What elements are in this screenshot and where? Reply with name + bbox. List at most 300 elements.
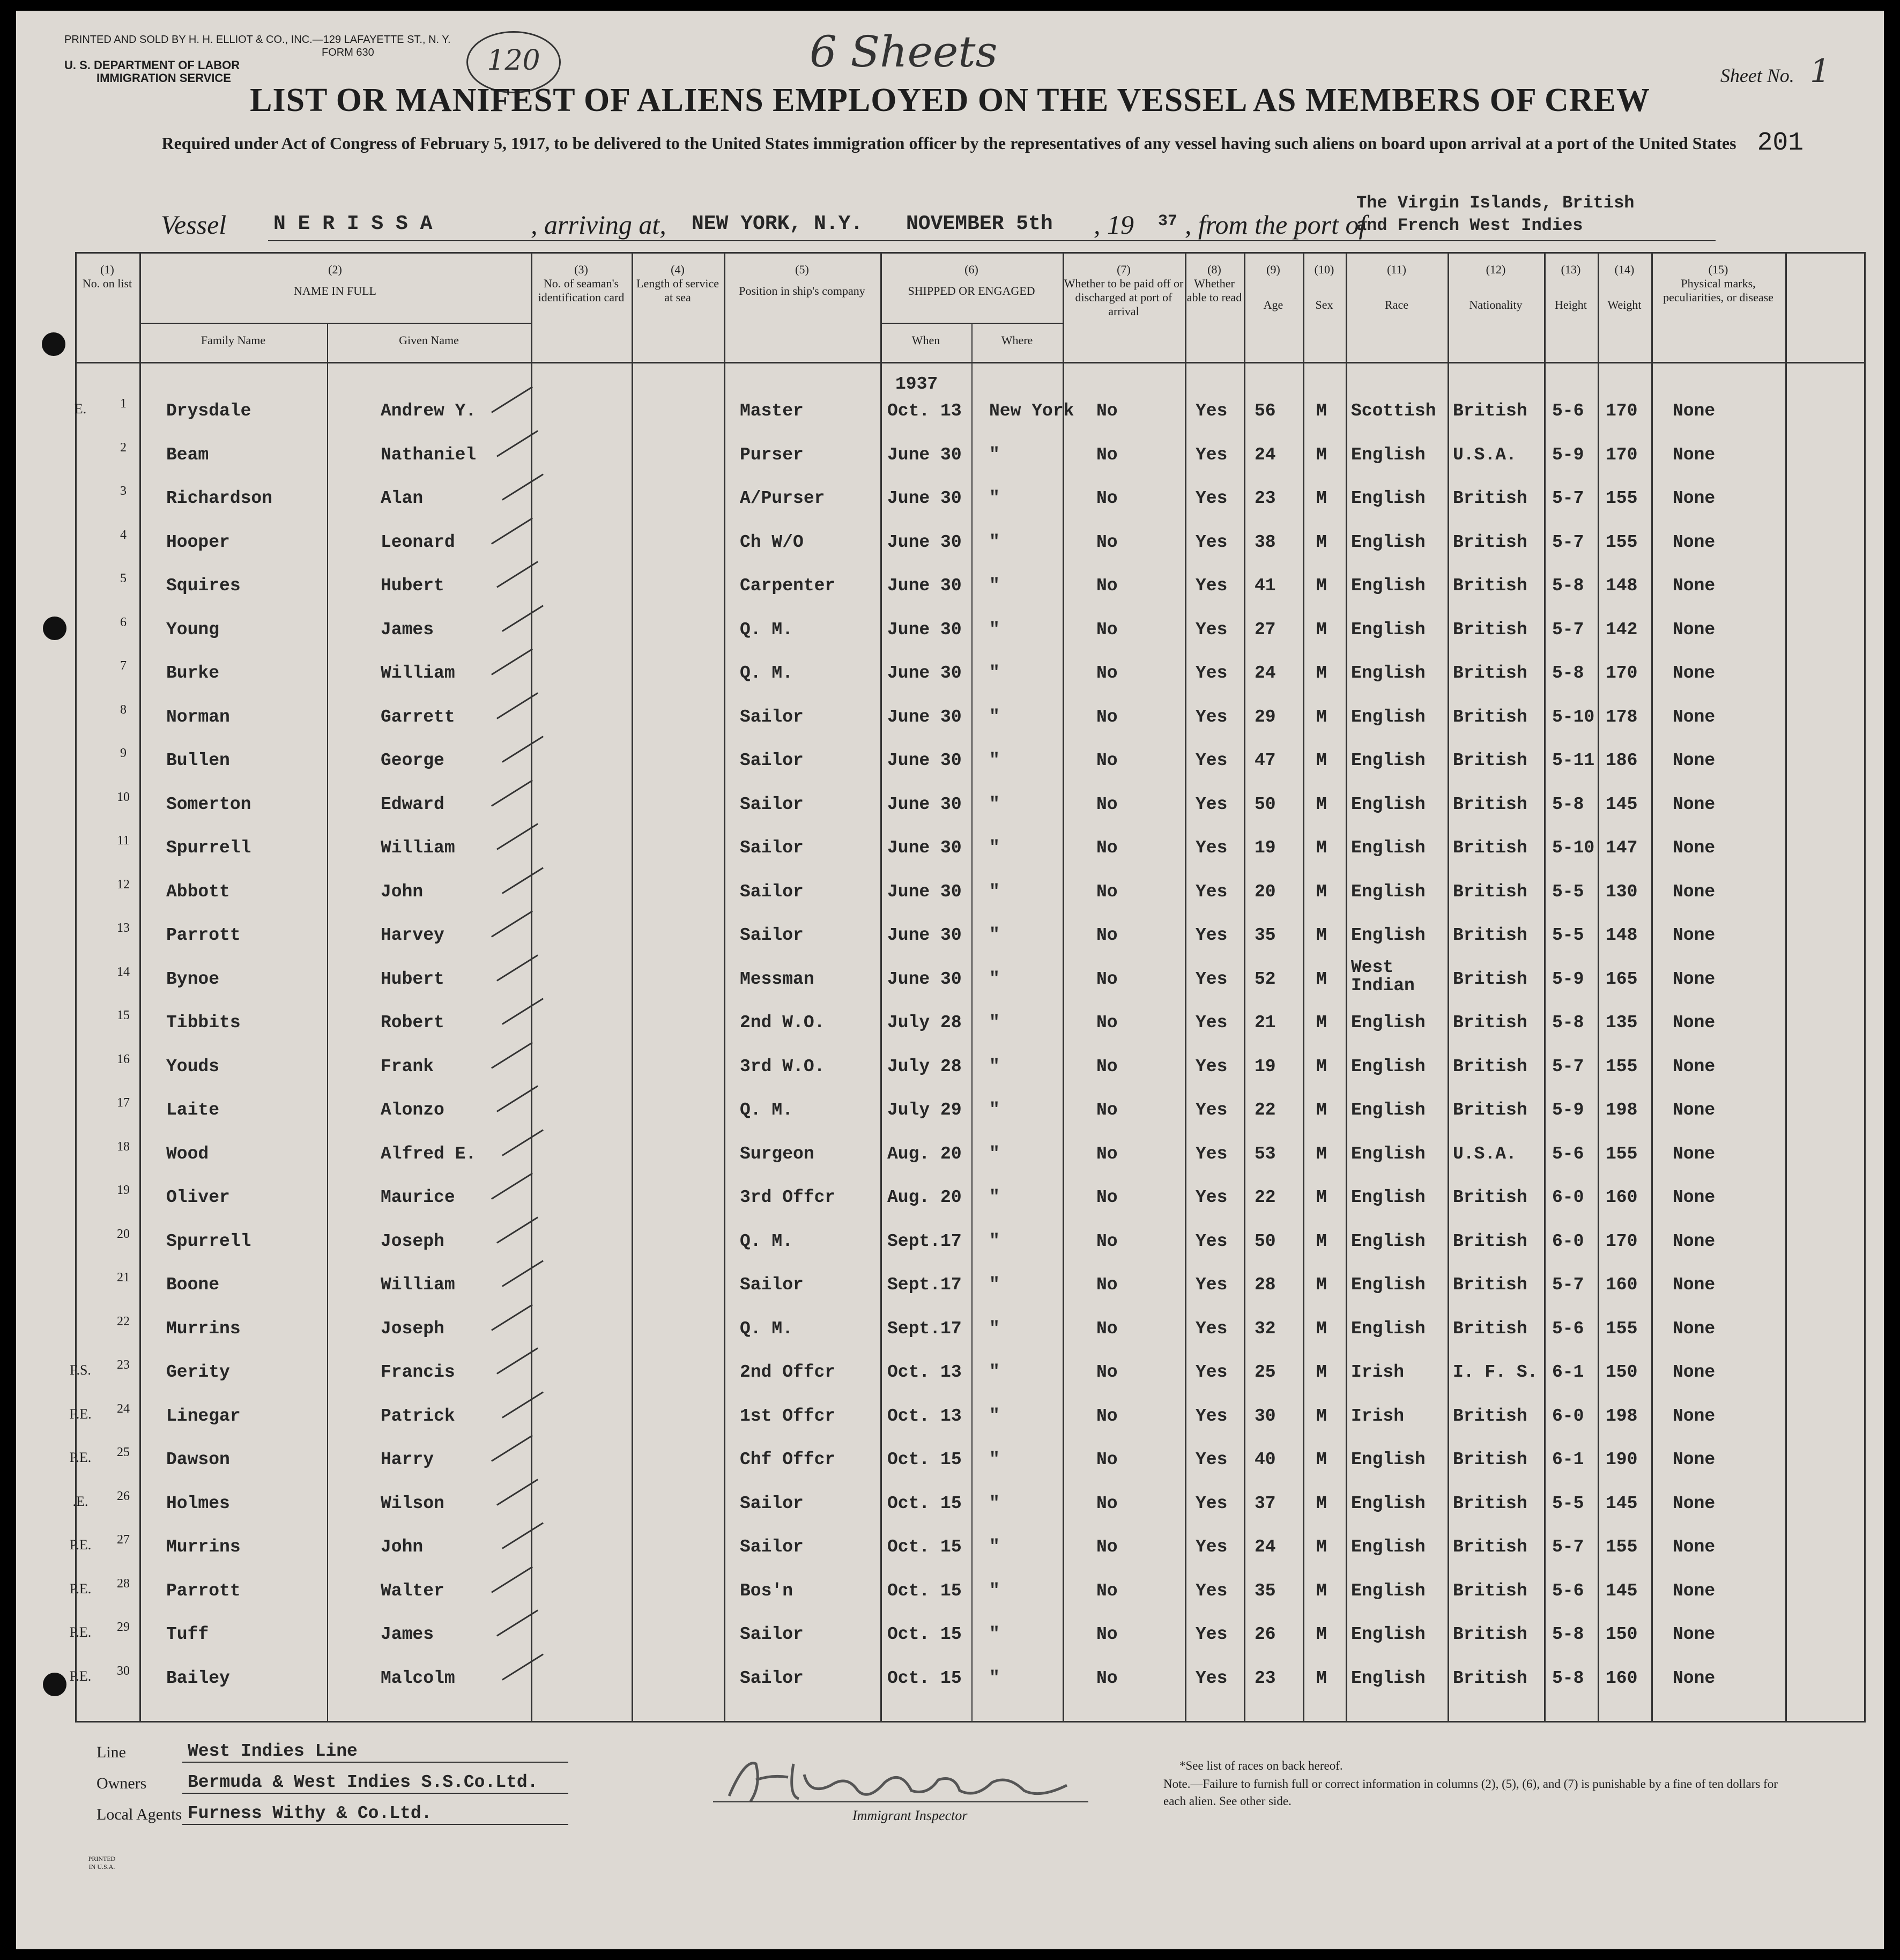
- shipped-where: ": [989, 707, 1000, 727]
- age: 25: [1255, 1362, 1276, 1382]
- row-number: 26: [117, 1489, 130, 1503]
- sex: M: [1316, 663, 1327, 683]
- check-mark: [502, 605, 544, 632]
- age: 19: [1255, 1057, 1276, 1076]
- weight: 160: [1606, 1668, 1638, 1688]
- check-mark: [502, 736, 544, 762]
- shipped-where: ": [989, 1624, 1000, 1644]
- family-name: Gerity: [166, 1362, 230, 1382]
- paid-off: No: [1096, 795, 1118, 814]
- height: 5-5: [1552, 1494, 1584, 1513]
- shipped-when: June 30: [887, 751, 962, 770]
- position: Q. M.: [740, 1100, 793, 1120]
- physical-marks: None: [1673, 576, 1716, 596]
- nationality: British: [1453, 1057, 1527, 1076]
- paid-off: No: [1096, 1275, 1118, 1295]
- race: English: [1351, 445, 1426, 465]
- owners-label: Owners: [97, 1775, 147, 1792]
- shipped-when: Oct. 15: [887, 1668, 962, 1688]
- height: 5-8: [1552, 663, 1584, 683]
- race: English: [1351, 1057, 1426, 1076]
- weight: 142: [1606, 620, 1638, 640]
- able-to-read: Yes: [1196, 1187, 1228, 1207]
- from-label: , from the port of: [1185, 210, 1367, 240]
- nationality: British: [1453, 1537, 1527, 1557]
- row-number: 12: [117, 878, 130, 892]
- row-number: 8: [120, 703, 127, 717]
- penalty-note: Note.—Failure to furnish full or correct information in columns (2), (5), (6), and (7) is punishable by a fine of ten dollars for each alien. See other side.: [1163, 1777, 1778, 1808]
- family-name: Youds: [166, 1057, 220, 1076]
- race: English: [1351, 707, 1426, 727]
- physical-marks: None: [1673, 1406, 1716, 1426]
- height: 5-7: [1552, 1537, 1584, 1557]
- shipped-when: Aug. 20: [887, 1144, 962, 1164]
- able-to-read: Yes: [1196, 1275, 1228, 1295]
- family-name: Tuff: [166, 1624, 209, 1644]
- arrival-date: NOVEMBER 5th: [906, 212, 1053, 235]
- row-number: 30: [117, 1664, 130, 1678]
- shipped-when: Oct. 15: [887, 1581, 962, 1601]
- shipped-where: New York: [989, 401, 1074, 421]
- sex: M: [1316, 445, 1327, 465]
- height: 6-1: [1552, 1362, 1584, 1382]
- height: 5-6: [1552, 1319, 1584, 1339]
- weight: 130: [1606, 882, 1638, 902]
- physical-marks: None: [1673, 1187, 1716, 1207]
- shipped-where: ": [989, 1057, 1000, 1076]
- physical-marks: None: [1673, 1144, 1716, 1164]
- race: English: [1351, 620, 1426, 640]
- inspector-label: Immigrant Inspector: [852, 1808, 968, 1823]
- race: English: [1351, 1144, 1426, 1164]
- nationality: British: [1453, 1406, 1527, 1426]
- sex: M: [1316, 1275, 1327, 1295]
- able-to-read: Yes: [1196, 795, 1228, 814]
- paid-off: No: [1096, 1100, 1118, 1120]
- able-to-read: Yes: [1196, 1057, 1228, 1076]
- paid-off: No: [1096, 620, 1118, 640]
- shipped-when: June 30: [887, 663, 962, 683]
- sex: M: [1316, 1581, 1327, 1601]
- position: Sailor: [740, 1494, 804, 1513]
- race: West Indian: [1351, 957, 1415, 996]
- age: 50: [1255, 1231, 1276, 1251]
- check-mark: [491, 910, 533, 937]
- given-name: Patrick: [381, 1406, 455, 1426]
- shipped-where: ": [989, 1581, 1000, 1601]
- weight: 148: [1606, 576, 1638, 596]
- given-name: Alan: [381, 488, 424, 508]
- sex: M: [1316, 1450, 1327, 1469]
- margin-mark: P.E.: [69, 1537, 92, 1553]
- age: 32: [1255, 1319, 1276, 1339]
- race: English: [1351, 1275, 1426, 1295]
- given-name: Joseph: [381, 1319, 444, 1339]
- physical-marks: None: [1673, 838, 1716, 858]
- sex: M: [1316, 401, 1327, 421]
- shipped-when: Sept.17: [887, 1231, 962, 1251]
- shipped-where: ": [989, 620, 1000, 640]
- age: 50: [1255, 795, 1276, 814]
- height: 5-8: [1552, 1668, 1584, 1688]
- line-label: Line: [97, 1743, 126, 1761]
- nationality: British: [1453, 1581, 1527, 1601]
- nationality: British: [1453, 401, 1527, 421]
- col-age-header: (9) Age: [1263, 263, 1283, 311]
- family-name: Holmes: [166, 1494, 230, 1513]
- row-number: 29: [117, 1620, 130, 1634]
- position: Sailor: [740, 1624, 804, 1644]
- check-mark: [491, 1304, 533, 1331]
- check-mark: [502, 1653, 544, 1680]
- check-mark: [491, 386, 533, 413]
- race: English: [1351, 751, 1426, 770]
- physical-marks: None: [1673, 1319, 1716, 1339]
- family-name: Spurrell: [166, 1231, 251, 1251]
- sex: M: [1316, 969, 1327, 989]
- weight: 170: [1606, 445, 1638, 465]
- sex: M: [1316, 1668, 1327, 1688]
- row-number: 6: [120, 615, 127, 629]
- nationality: British: [1453, 1494, 1527, 1513]
- able-to-read: Yes: [1196, 1537, 1228, 1557]
- printer-line: PRINTED AND SOLD BY H. H. ELLIOT & CO., INC.—129 LAFAYETTE ST., N. Y.: [64, 34, 451, 46]
- weight: 170: [1606, 401, 1638, 421]
- paid-off: No: [1096, 532, 1118, 552]
- race: English: [1351, 1537, 1426, 1557]
- nationality: British: [1453, 663, 1527, 683]
- sex: M: [1316, 925, 1327, 945]
- position: 3rd W.O.: [740, 1057, 825, 1076]
- vessel-name: N E R I S S A: [273, 212, 433, 235]
- binder-hole: [42, 332, 65, 356]
- nationality: British: [1453, 795, 1527, 814]
- given-name: George: [381, 751, 444, 770]
- shipped-where: ": [989, 795, 1000, 814]
- weight: 135: [1606, 1013, 1638, 1033]
- printed-in-usa: PRINTED IN U.S.A.: [88, 1855, 116, 1870]
- family-name: Squires: [166, 576, 241, 596]
- shipped-when: July 28: [887, 1013, 962, 1033]
- shipped-when: July 28: [887, 1057, 962, 1076]
- paid-off: No: [1096, 1668, 1118, 1688]
- age: 23: [1255, 488, 1276, 508]
- sex: M: [1316, 1187, 1327, 1207]
- height: 5-8: [1552, 1013, 1584, 1033]
- shipped-when: Oct. 15: [887, 1494, 962, 1513]
- able-to-read: Yes: [1196, 1231, 1228, 1251]
- race: English: [1351, 1319, 1426, 1339]
- race: English: [1351, 1187, 1426, 1207]
- shipped-where: ": [989, 445, 1000, 465]
- nationality: British: [1453, 925, 1527, 945]
- physical-marks: None: [1673, 1668, 1716, 1688]
- col-weight-header: (14) Weight: [1607, 263, 1642, 311]
- col-where-header: Where: [1001, 333, 1033, 347]
- shipped-where: ": [989, 1144, 1000, 1164]
- margin-mark: P.E.: [69, 1581, 92, 1597]
- margin-mark: E.: [74, 401, 87, 417]
- form-code: FORM 630: [322, 47, 374, 58]
- height: 5-8: [1552, 795, 1584, 814]
- sex: M: [1316, 1013, 1327, 1033]
- margin-mark: P.E.: [69, 1668, 92, 1684]
- margin-mark: F.S.: [70, 1362, 91, 1378]
- age: 29: [1255, 707, 1276, 727]
- sex: M: [1316, 1231, 1327, 1251]
- row-number: 2: [120, 441, 127, 455]
- given-name: Malcolm: [381, 1668, 455, 1688]
- race: English: [1351, 488, 1426, 508]
- height: 5-7: [1552, 1275, 1584, 1295]
- height: 6-1: [1552, 1450, 1584, 1469]
- physical-marks: None: [1673, 1362, 1716, 1382]
- row-number: 20: [117, 1227, 130, 1241]
- position: Surgeon: [740, 1144, 814, 1164]
- sheets-note: 6 Sheets: [810, 27, 998, 77]
- position: Sailor: [740, 1275, 804, 1295]
- family-name: Parrott: [166, 925, 241, 945]
- shipped-when: June 30: [887, 620, 962, 640]
- physical-marks: None: [1673, 751, 1716, 770]
- manifest-sheet: [16, 11, 1884, 1949]
- given-name: Joseph: [381, 1231, 444, 1251]
- age: 35: [1255, 925, 1276, 945]
- given-name: Harry: [381, 1450, 434, 1469]
- paid-off: No: [1096, 401, 1118, 421]
- shipped-when: June 30: [887, 925, 962, 945]
- race: English: [1351, 663, 1426, 683]
- weight: 160: [1606, 1275, 1638, 1295]
- paid-off: No: [1096, 1581, 1118, 1601]
- position: 1st Offcr: [740, 1406, 836, 1426]
- nationality: British: [1453, 1450, 1527, 1469]
- weight: 145: [1606, 1494, 1638, 1513]
- sex: M: [1316, 795, 1327, 814]
- row-number: 9: [120, 746, 127, 760]
- shipped-when: Aug. 20: [887, 1187, 962, 1207]
- position: Ch W/O: [740, 532, 804, 552]
- nationality: British: [1453, 751, 1527, 770]
- col-race-header: (11) Race: [1385, 263, 1408, 311]
- family-name: Laite: [166, 1100, 220, 1120]
- shipped-where: ": [989, 969, 1000, 989]
- physical-marks: None: [1673, 1275, 1716, 1295]
- printer-imprint: [64, 33, 451, 85]
- paid-off: No: [1096, 838, 1118, 858]
- paid-off: No: [1096, 488, 1118, 508]
- height: 5-7: [1552, 1057, 1584, 1076]
- position: Sailor: [740, 1537, 804, 1557]
- able-to-read: Yes: [1196, 751, 1228, 770]
- shipped-when: Oct. 15: [887, 1537, 962, 1557]
- shipped-when: June 30: [887, 707, 962, 727]
- binder-hole: [43, 1673, 66, 1696]
- physical-marks: None: [1673, 663, 1716, 683]
- position: Carpenter: [740, 576, 836, 596]
- weight: 150: [1606, 1362, 1638, 1382]
- position: Sailor: [740, 795, 804, 814]
- nationality: U.S.A.: [1453, 1144, 1517, 1164]
- shipped-when: Oct. 13: [887, 1362, 962, 1382]
- arriving-label: , arriving at,: [531, 210, 666, 240]
- shipped-where: ": [989, 1406, 1000, 1426]
- nationality: British: [1453, 1275, 1527, 1295]
- check-mark: [491, 1566, 533, 1593]
- nationality: British: [1453, 1231, 1527, 1251]
- physical-marks: None: [1673, 1013, 1716, 1033]
- vessel-label: Vessel: [161, 210, 227, 240]
- row-number: 1: [120, 397, 127, 411]
- shipped-where: ": [989, 925, 1000, 945]
- able-to-read: Yes: [1196, 1319, 1228, 1339]
- row-number: 13: [117, 921, 130, 935]
- weight: 165: [1606, 969, 1638, 989]
- weight: 148: [1606, 925, 1638, 945]
- given-name: Maurice: [381, 1187, 455, 1207]
- race: English: [1351, 1450, 1426, 1469]
- check-mark: [502, 1129, 544, 1156]
- family-name: Wood: [166, 1144, 209, 1164]
- age: 53: [1255, 1144, 1276, 1164]
- family-name: Murrins: [166, 1319, 241, 1339]
- form-title: LIST OR MANIFEST OF ALIENS EMPLOYED ON THE VESSEL AS MEMBERS OF CREW: [250, 82, 1650, 118]
- height: 5-6: [1552, 401, 1584, 421]
- shipped-where: ": [989, 663, 1000, 683]
- col-physical-marks-header: (15) Physical marks, peculiarities, or disease: [1663, 263, 1773, 304]
- given-name: William: [381, 663, 455, 683]
- able-to-read: Yes: [1196, 1144, 1228, 1164]
- position: 3rd Offcr: [740, 1187, 836, 1207]
- age: 56: [1255, 401, 1276, 421]
- sheet-no-label: Sheet No.: [1720, 65, 1794, 86]
- shipped-when: June 30: [887, 795, 962, 814]
- race: English: [1351, 1013, 1426, 1033]
- able-to-read: Yes: [1196, 620, 1228, 640]
- check-mark: [491, 1042, 533, 1068]
- physical-marks: None: [1673, 969, 1716, 989]
- nationality: British: [1453, 882, 1527, 902]
- paid-off: No: [1096, 707, 1118, 727]
- position: 2nd W.O.: [740, 1013, 825, 1033]
- col-position-header: (5) Position in ship's company: [739, 263, 865, 298]
- position: Sailor: [740, 882, 804, 902]
- race: Irish: [1351, 1406, 1405, 1426]
- height: 5-9: [1552, 969, 1584, 989]
- paid-off: No: [1096, 1537, 1118, 1557]
- race: English: [1351, 838, 1426, 858]
- position: 2nd Offcr: [740, 1362, 836, 1382]
- row-number: 15: [117, 1008, 130, 1022]
- physical-marks: None: [1673, 1231, 1716, 1251]
- able-to-read: Yes: [1196, 1494, 1228, 1513]
- col-when-header: When: [911, 333, 940, 347]
- row-number: 23: [117, 1358, 130, 1372]
- given-name: Edward: [381, 795, 444, 814]
- weight: 155: [1606, 1319, 1638, 1339]
- shipped-when: Oct. 15: [887, 1624, 962, 1644]
- shipped-where: ": [989, 1319, 1000, 1339]
- race: Irish: [1351, 1362, 1405, 1382]
- check-mark: [491, 1172, 533, 1199]
- sex: M: [1316, 1624, 1327, 1644]
- physical-marks: None: [1673, 532, 1716, 552]
- paid-off: No: [1096, 969, 1118, 989]
- sex: M: [1316, 1537, 1327, 1557]
- weight: 145: [1606, 1581, 1638, 1601]
- age: 30: [1255, 1406, 1276, 1426]
- race: English: [1351, 795, 1426, 814]
- given-name: Leonard: [381, 532, 455, 552]
- given-name: Wilson: [381, 1494, 444, 1513]
- sheet-no-value: 1: [1809, 53, 1830, 90]
- shipped-when: Sept.17: [887, 1319, 962, 1339]
- arriving-port: NEW YORK, N.Y.: [692, 212, 863, 235]
- able-to-read: Yes: [1196, 838, 1228, 858]
- shipped-where: ": [989, 1187, 1000, 1207]
- family-name: Drysdale: [166, 401, 251, 421]
- col-service-length-header: (4) Length of service at sea: [636, 263, 719, 304]
- weight: 178: [1606, 707, 1638, 727]
- age: 22: [1255, 1100, 1276, 1120]
- row-number: 21: [117, 1271, 130, 1285]
- shipped-when: June 30: [887, 532, 962, 552]
- col-given-name-header: Given Name: [399, 333, 459, 347]
- position: Q. M.: [740, 620, 793, 640]
- age: 35: [1255, 1581, 1276, 1601]
- shipped-where: ": [989, 1100, 1000, 1120]
- age: 23: [1255, 1668, 1276, 1688]
- weight: 155: [1606, 1537, 1638, 1557]
- able-to-read: Yes: [1196, 1406, 1228, 1426]
- position: A/Purser: [740, 488, 825, 508]
- height: 6-0: [1552, 1231, 1584, 1251]
- given-name: Francis: [381, 1362, 455, 1382]
- row-number: 16: [117, 1052, 130, 1066]
- sex: M: [1316, 1057, 1327, 1076]
- physical-marks: None: [1673, 1581, 1716, 1601]
- family-name: Linegar: [166, 1406, 241, 1426]
- able-to-read: Yes: [1196, 1013, 1228, 1033]
- row-number: 19: [117, 1183, 130, 1197]
- row-number: 28: [117, 1577, 130, 1591]
- race: English: [1351, 882, 1426, 902]
- age: 52: [1255, 969, 1276, 989]
- height: 5-8: [1552, 576, 1584, 596]
- col-sex-header: (10) Sex: [1314, 263, 1334, 311]
- height: 5-11: [1552, 751, 1595, 770]
- agents-value: Furness Withy & Co.Ltd.: [188, 1803, 432, 1823]
- able-to-read: Yes: [1196, 1581, 1228, 1601]
- row-number: 27: [117, 1533, 130, 1547]
- height: 6-0: [1552, 1187, 1584, 1207]
- given-name: James: [381, 1624, 434, 1644]
- shipped-where: ": [989, 1668, 1000, 1688]
- age: 38: [1255, 532, 1276, 552]
- check-mark: [491, 648, 533, 675]
- shipped-where: ": [989, 1494, 1000, 1513]
- check-mark: [502, 473, 544, 500]
- able-to-read: Yes: [1196, 1668, 1228, 1688]
- age: 26: [1255, 1624, 1276, 1644]
- col-paid-off-header: (7) Whether to be paid off or discharged at port of arrival: [1064, 263, 1184, 318]
- given-name: Alonzo: [381, 1100, 444, 1120]
- paid-off: No: [1096, 882, 1118, 902]
- nationality: British: [1453, 488, 1527, 508]
- given-name: Hubert: [381, 969, 444, 989]
- col-shipped-header: (6) SHIPPED OR ENGAGED: [908, 263, 1035, 298]
- paid-off: No: [1096, 663, 1118, 683]
